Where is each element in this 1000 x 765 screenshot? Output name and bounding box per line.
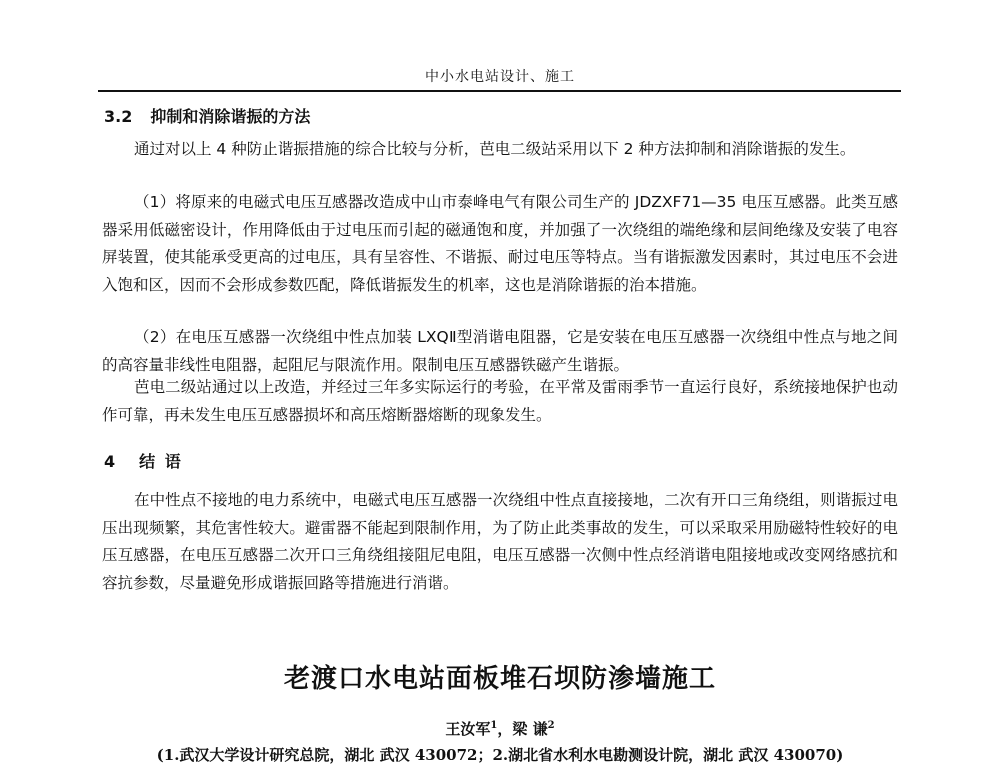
header-rule (98, 90, 901, 92)
author-affiliation-mark: 1 (490, 720, 498, 731)
section-heading-conclusion (104, 449, 183, 472)
body-paragraph: （1）将原来的电磁式电压互感器改造成中山市泰峰电气有限公司生产的 JDZXF71—35 电压互感器。此类互感器采用低磁密设计，作用降低由于过电压而引起的磁通饱和度，并加强了一次绕组的端绝缘和层间绝缘及安装了电容屏装置，使其能承受更高的过电压，具有呈容性、不谐振、耐过电压等特点。当有谐振激发因素时，其过电压不会进入饱和区，因而不会形成参数匹配，降低谐振发生的机率，这也是消除谐振的治本措施。 (102, 193, 898, 294)
section-title: 结 语 (139, 452, 183, 471)
author-affiliation: (1.武汉大学设计研究总院，湖北 武汉 430072；2.湖北省水利水电勘测设计院，湖北 武汉 430070) (156, 746, 844, 764)
section-number: 4 (104, 452, 118, 471)
section-heading-3-2 (104, 104, 310, 127)
body-paragraph: 通过对以上 4 种防止谐振措施的综合比较与分析，芭电二级站采用以下 2 种方法抑制和消除谐振的发生。 (134, 140, 856, 158)
conclusion-paragraph: 在中性点不接地的电力系统中，电磁式电压互感器一次绕组中性点直接接地，二次有开口三角绕组，则谐振过电压出现频繁，其危害性较大。避雷器不能起到限制作用，为了防止此类事故的发生，可以采取采用励磁特性较好的电压互感器，在电压互感器二次开口三角绕组接阻尼电阻，电压互感器一次侧中性点经消谐电阻接地或改变网络感抗和容抗参数，尽量避免形成谐振回路等措施进行消谐。 (102, 491, 898, 592)
author-name: 王汝军 (445, 720, 491, 738)
author-separator: ， (497, 720, 513, 738)
section-number: 3.2 (104, 107, 133, 126)
body-paragraph: 芭电二级站通过以上改造，并经过三年多实际运行的考验，在平常及雷雨季节一直运行良好，系统接地保护也动作可靠，再未发生电压互感器损坏和高压熔断器熔断的现象发生。 (102, 378, 898, 424)
section-title: 抑制和消除谐振的方法 (150, 107, 311, 126)
author-affiliation-mark: 2 (547, 720, 555, 731)
author-line (0, 718, 1000, 739)
running-header: 中小水电站设计、施工 (425, 69, 575, 85)
next-article-title: 老渡口水电站面板堆石坝防渗墙施工 (283, 664, 716, 694)
body-paragraph: （2）在电压互感器一次绕组中性点加装 LXQⅡ型消谐电阻器，它是安装在电压互感器一次绕组中性点与地之间的高容量非线性电阻器，起阻尼与限流作用。限制电压互感器铁磁产生谐振。 (102, 328, 898, 374)
author-name: 梁 谦 (512, 720, 548, 738)
